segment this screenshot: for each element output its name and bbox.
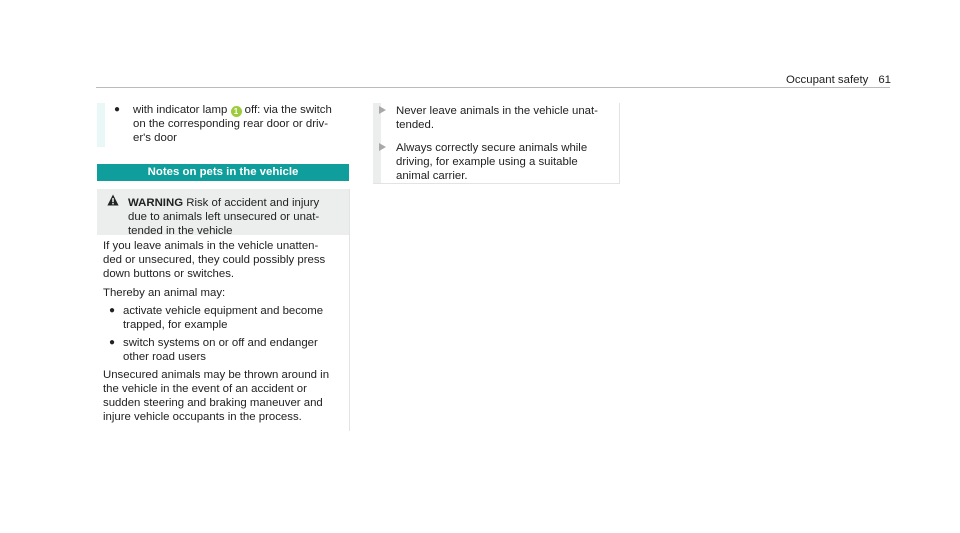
text: on the corresponding rear door or driv- xyxy=(133,118,329,130)
bullet-icon: ● xyxy=(109,305,116,316)
bullet-icon: ● xyxy=(114,104,121,115)
paragraph xyxy=(103,239,343,281)
text: with indicator lamp xyxy=(133,104,231,116)
header-rule xyxy=(96,87,890,88)
instruction-step xyxy=(379,141,626,183)
condition-bar xyxy=(97,103,105,147)
text: switch systems on or off and endanger xyxy=(123,337,318,349)
warning-heading xyxy=(128,196,342,238)
arrow-right-icon xyxy=(379,106,386,114)
warning-keyword: WARNING xyxy=(128,197,184,209)
warning-header xyxy=(97,189,349,235)
text: animal carrier. xyxy=(396,170,468,182)
text: Thereby an animal may: xyxy=(103,287,226,299)
text: the vehicle in the event of an accident or xyxy=(103,383,307,395)
warning-box xyxy=(97,189,350,431)
arrow-right-icon xyxy=(379,143,386,151)
section-title: Notes on pets in the vehicle xyxy=(97,164,349,181)
text: Unsecured animals may be thrown around in xyxy=(103,369,330,381)
warning-body xyxy=(103,239,343,425)
text: down buttons or switches. xyxy=(103,268,235,280)
warning-triangle-icon xyxy=(107,194,119,206)
list-item xyxy=(103,304,343,332)
text: er's door xyxy=(133,132,177,144)
chapter-title: Occupant safety xyxy=(786,74,869,86)
paragraph xyxy=(103,368,343,424)
text: ded or unsecured, they could possibly press xyxy=(103,254,326,266)
text: other road users xyxy=(123,351,206,363)
text: sudden steering and braking maneuver and xyxy=(103,397,323,409)
text: tended in the vehicle xyxy=(128,225,233,237)
paragraph xyxy=(103,286,343,300)
text: tended. xyxy=(396,119,435,131)
text: Never leave animals in the vehicle unat- xyxy=(396,105,598,117)
instruction-step xyxy=(379,104,626,132)
condition-box xyxy=(97,103,349,147)
text: Always correctly secure animals while xyxy=(396,142,588,154)
indicator-lamp-icon: 1 xyxy=(231,106,242,117)
bullet-icon: ● xyxy=(109,337,116,348)
text: Risk of accident and injury xyxy=(183,197,320,209)
list-item xyxy=(103,336,343,364)
text: If you leave animals in the vehicle unatten- xyxy=(103,240,319,252)
text: driving, for example using a suitable xyxy=(396,156,578,168)
text: trapped, for example xyxy=(123,319,228,331)
text: activate vehicle equipment and become xyxy=(123,305,324,317)
list-item xyxy=(114,103,365,145)
instruction-box xyxy=(373,103,620,184)
text: due to animals left unsecured or unat- xyxy=(128,211,320,223)
text: injure vehicle occupants in the process. xyxy=(103,411,302,423)
page-number: 61 xyxy=(878,74,891,86)
page-header xyxy=(786,73,891,87)
text: off: via the switch xyxy=(241,104,332,116)
